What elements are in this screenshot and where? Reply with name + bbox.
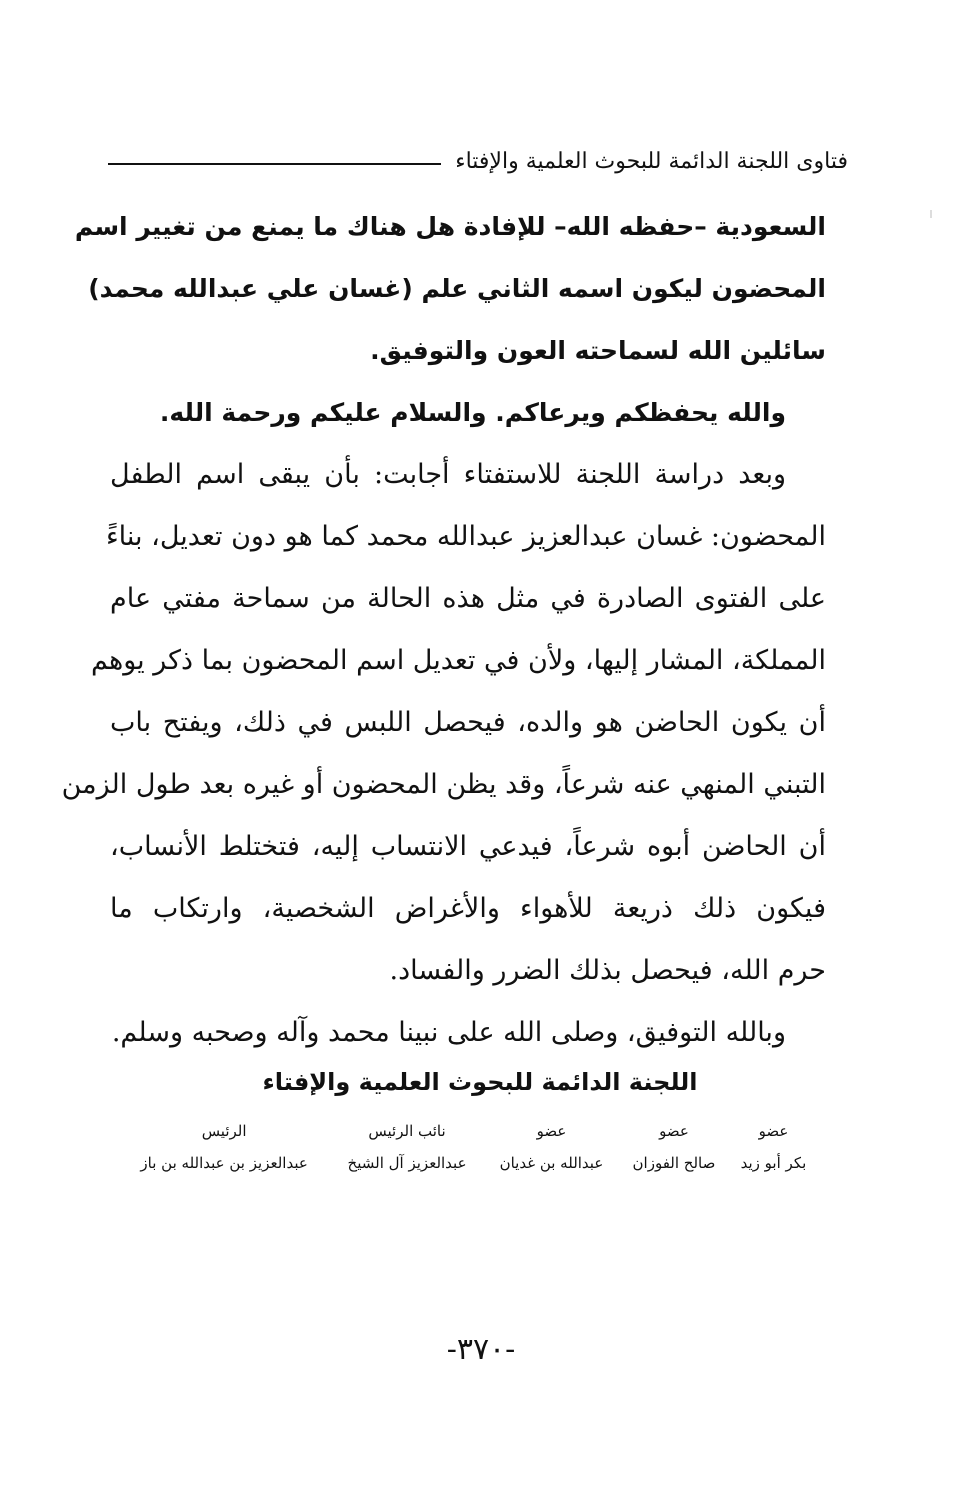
fatwa-body (61, 196, 826, 1064)
answer-line: أن يكون الحاضن هو والده، فيحصل اللبس في ذلك، ويفتح باب (110, 707, 826, 738)
question-line: والله يحفظكم ويرعاكم. والسلام عليكم ورحمة الله. (159, 398, 786, 427)
answer-line: المحضون: غسان عبدالعزيز عبدالله محمد كما هو دون تعديل، بناءً (105, 521, 826, 552)
closing-line: وبالله التوفيق، وصلى الله على نبينا محمد وآله وصحبه وسلم. (111, 1017, 786, 1048)
signatures-table (118, 1118, 818, 1182)
signature-roles-row (118, 1118, 818, 1150)
signatory-name: صالح الفوزان (632, 1154, 716, 1172)
answer-line: حرم الله، فيحصل بذلك الضرر والفساد. (389, 955, 826, 986)
answer-line: فيكون ذلك ذريعة للأهواء والأغراض الشخصية، وارتكاب ما (110, 893, 826, 924)
signatory-role: عضو (758, 1122, 789, 1140)
question-line: سائلين الله لسماحته العون والتوفيق. (370, 336, 826, 365)
signatory-name: عبدالعزيز بن عبدالله بن باز (140, 1154, 308, 1172)
signatory-role: عضو (659, 1122, 689, 1140)
page-number: -٣٧٠- (446, 1332, 516, 1367)
signatory-name: بكر أبو زيد (740, 1154, 807, 1172)
header-rule (108, 163, 441, 165)
signature-names-row (118, 1150, 818, 1182)
signatory-role: عضو (536, 1122, 567, 1140)
header-title: فتاوى اللجنة الدائمة للبحوث العلمية والإفتاء (455, 148, 848, 174)
signatory-role: نائب الرئيس (368, 1122, 446, 1140)
margin-mark (930, 210, 932, 218)
answer-line: على الفتوى الصادرة في مثل هذه الحالة من سماحة مفتي عام (110, 583, 826, 614)
signatory-name: عبدالعزيز آل الشيخ (347, 1154, 467, 1172)
question-line: المحضون ليكون اسمه الثاني علم (غسان علي عبدالله محمد) (88, 274, 826, 303)
signatory-role: الرئيس (201, 1122, 247, 1140)
answer-line: أن الحاضن أبوه شرعاً، فيدعي الانتساب إليه، فتختلط الأنساب، (110, 831, 826, 862)
running-header (108, 145, 848, 177)
answer-line: المملكة، المشار إليها، ولأن في تعديل اسم المحضون بما ذكر يوهم (91, 645, 826, 676)
signatory-name: عبدالله بن غديان (499, 1154, 604, 1172)
answer-line: التبني المنهي عنه شرعاً، وقد يظن المحضون أو غيره بعد طول الزمن (61, 769, 826, 800)
question-line: السعودية –حفظه الله– للإفادة هل هناك ما يمنع من تغيير اسم (74, 212, 826, 241)
answer-line: وبعد دراسة اللجنة للاستفتاء أجابت: بأن يبقى اسم الطفل (110, 459, 786, 490)
committee-name: اللجنة الدائمة للبحوث العلمية والإفتاء (262, 1068, 698, 1096)
